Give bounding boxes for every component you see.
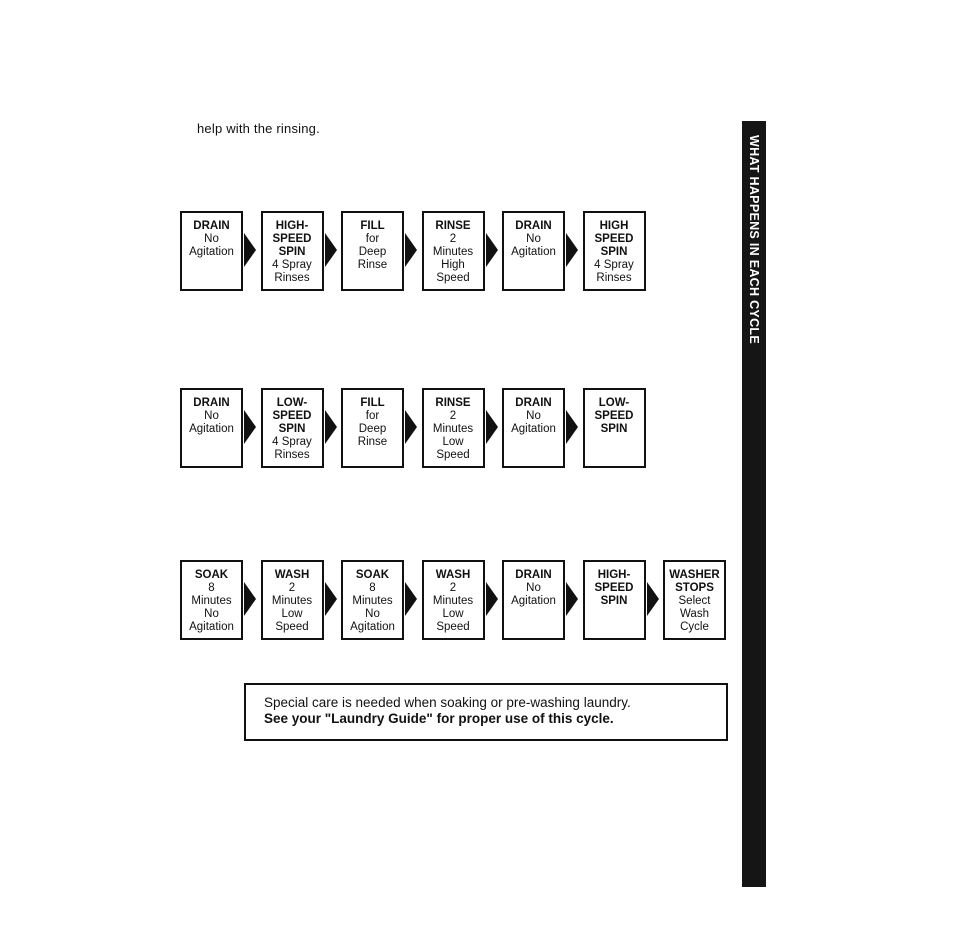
flow-arrow-icon	[486, 582, 498, 616]
flow-arrow-icon	[566, 233, 578, 267]
care-note-line-2: See your "Laundry Guide" for proper use of this cycle.	[264, 711, 614, 726]
flow-arrow-icon	[244, 582, 256, 616]
cycle-step-detail: No	[526, 582, 541, 594]
cycle-step-box	[180, 211, 243, 291]
cycle-step-detail: 2	[449, 233, 457, 245]
cycle-step-detail: for	[365, 410, 380, 422]
cycle-step-detail: Rinses	[274, 272, 310, 284]
cycle-step-detail: Wash	[680, 608, 709, 620]
cycle-step-detail: 4 Spray	[594, 259, 634, 271]
cycle-step-detail: Agitation	[350, 621, 395, 633]
cycle-step-detail: Speed	[436, 449, 470, 461]
cycle-step-detail: Speed	[436, 272, 470, 284]
cycle-step-detail: Deep	[358, 246, 387, 258]
cycle-step-detail: 2	[449, 582, 457, 594]
cycle-step-detail: Low	[442, 436, 464, 448]
cycle-step-detail: Minutes	[432, 423, 474, 435]
cycle-step-detail: Minutes	[271, 595, 313, 607]
cycle-step-detail: High	[441, 259, 465, 271]
cycle-step-detail: No	[526, 233, 541, 245]
cycle-step-detail: Agitation	[511, 595, 556, 607]
flow-arrow-icon	[486, 410, 498, 444]
cycle-step-title: WASH	[274, 569, 310, 581]
cycle-step-title: LOW- SPEED SPIN	[272, 397, 312, 435]
cycle-step-detail: Minutes	[432, 595, 474, 607]
cycle-step-box	[502, 388, 565, 468]
care-note-line-1: Special care is needed when soaking or pre-washing laundry.	[264, 695, 631, 710]
cycle-step-title: HIGH- SPEED SPIN	[594, 569, 634, 607]
cycle-step-detail: Agitation	[511, 246, 556, 258]
cycle-step-box	[502, 560, 565, 640]
flow-arrow-icon	[325, 582, 337, 616]
flow-arrow-icon	[325, 233, 337, 267]
cycle-step-detail: Rinse	[357, 436, 388, 448]
cycle-step-detail: No	[204, 233, 219, 245]
care-note	[244, 683, 728, 741]
cycle-step-box	[583, 560, 646, 640]
cycle-step-box	[583, 211, 646, 291]
cycle-step-detail: 2	[288, 582, 296, 594]
cycle-step-box	[180, 388, 243, 468]
cycle-step-box	[422, 211, 485, 291]
cycle-step-detail: Speed	[436, 621, 470, 633]
cycle-step-detail: 8	[369, 582, 376, 594]
cycle-step-detail: Cycle	[680, 621, 709, 633]
cycle-step-box	[261, 211, 324, 291]
flow-arrow-icon	[566, 582, 578, 616]
cycle-step-title: WASH	[435, 569, 471, 581]
flow-arrow-icon	[486, 233, 498, 267]
cycle-step-title: DRAIN	[515, 569, 552, 581]
cycle-step-box	[341, 560, 404, 640]
cycle-step-title: WASHER STOPS	[669, 569, 720, 594]
cycle-step-detail: No	[204, 608, 219, 620]
flow-arrow-icon	[325, 410, 337, 444]
flow-arrow-icon	[566, 410, 578, 444]
cycle-row-3	[180, 560, 740, 644]
cycle-step-detail: Rinse	[357, 259, 388, 271]
cycle-step-box	[422, 388, 485, 468]
sidebar-title: WHAT HAPPENS IN EACH CYCLE	[747, 135, 761, 344]
intro-text: help with the rinsing.	[197, 121, 320, 136]
cycle-step-box	[261, 388, 324, 468]
flow-arrow-icon	[405, 410, 417, 444]
cycle-step-detail: Low	[442, 608, 464, 620]
cycle-step-box	[261, 560, 324, 640]
cycle-step-detail: 8	[208, 582, 215, 594]
section-sidebar	[742, 121, 766, 887]
cycle-step-detail: Minutes	[432, 246, 474, 258]
flow-arrow-icon	[405, 582, 417, 616]
cycle-step-title: SOAK	[355, 569, 390, 581]
cycle-row-1	[180, 211, 740, 295]
cycle-step-detail: No	[526, 410, 541, 422]
cycle-step-detail: Agitation	[189, 423, 234, 435]
flow-arrow-icon	[647, 582, 659, 616]
cycle-step-box	[502, 211, 565, 291]
cycle-step-detail: for	[365, 233, 380, 245]
cycle-step-title: FILL	[360, 220, 385, 232]
cycle-step-title: HIGH SPEED SPIN	[594, 220, 634, 258]
flow-arrow-icon	[244, 233, 256, 267]
cycle-step-title: DRAIN	[193, 220, 230, 232]
cycle-step-detail: Speed	[275, 621, 309, 633]
cycle-row-2	[180, 388, 740, 472]
cycle-step-detail: Rinses	[274, 449, 310, 461]
cycle-step-detail: No	[204, 410, 219, 422]
cycle-step-detail: Rinses	[596, 272, 632, 284]
cycle-step-box	[341, 211, 404, 291]
cycle-step-box	[422, 560, 485, 640]
cycle-step-detail: No	[365, 608, 380, 620]
cycle-step-title: FILL	[360, 397, 385, 409]
cycle-step-detail: 4 Spray	[272, 436, 312, 448]
cycle-step-title: RINSE	[435, 397, 471, 409]
flow-arrow-icon	[405, 233, 417, 267]
cycle-step-box	[583, 388, 646, 468]
cycle-step-title: DRAIN	[515, 397, 552, 409]
cycle-step-box	[341, 388, 404, 468]
cycle-step-title: DRAIN	[193, 397, 230, 409]
cycle-step-detail: Agitation	[189, 246, 234, 258]
flow-arrow-icon	[244, 410, 256, 444]
cycle-step-detail: Select	[678, 595, 711, 607]
cycle-step-detail: Agitation	[511, 423, 556, 435]
cycle-step-detail: Minutes	[352, 595, 393, 607]
cycle-step-title: LOW- SPEED SPIN	[594, 397, 634, 435]
cycle-step-detail: 4 Spray	[272, 259, 312, 271]
cycle-step-detail: Minutes	[191, 595, 232, 607]
cycle-step-title: SOAK	[194, 569, 229, 581]
cycle-step-detail: 2	[449, 410, 457, 422]
cycle-step-detail: Agitation	[189, 621, 234, 633]
cycle-step-title: DRAIN	[515, 220, 552, 232]
cycle-step-detail: Deep	[358, 423, 387, 435]
cycle-step-box	[663, 560, 726, 640]
cycle-step-title: HIGH- SPEED SPIN	[272, 220, 312, 258]
cycle-step-box	[180, 560, 243, 640]
cycle-step-title: RINSE	[435, 220, 471, 232]
cycle-step-detail: Low	[281, 608, 303, 620]
